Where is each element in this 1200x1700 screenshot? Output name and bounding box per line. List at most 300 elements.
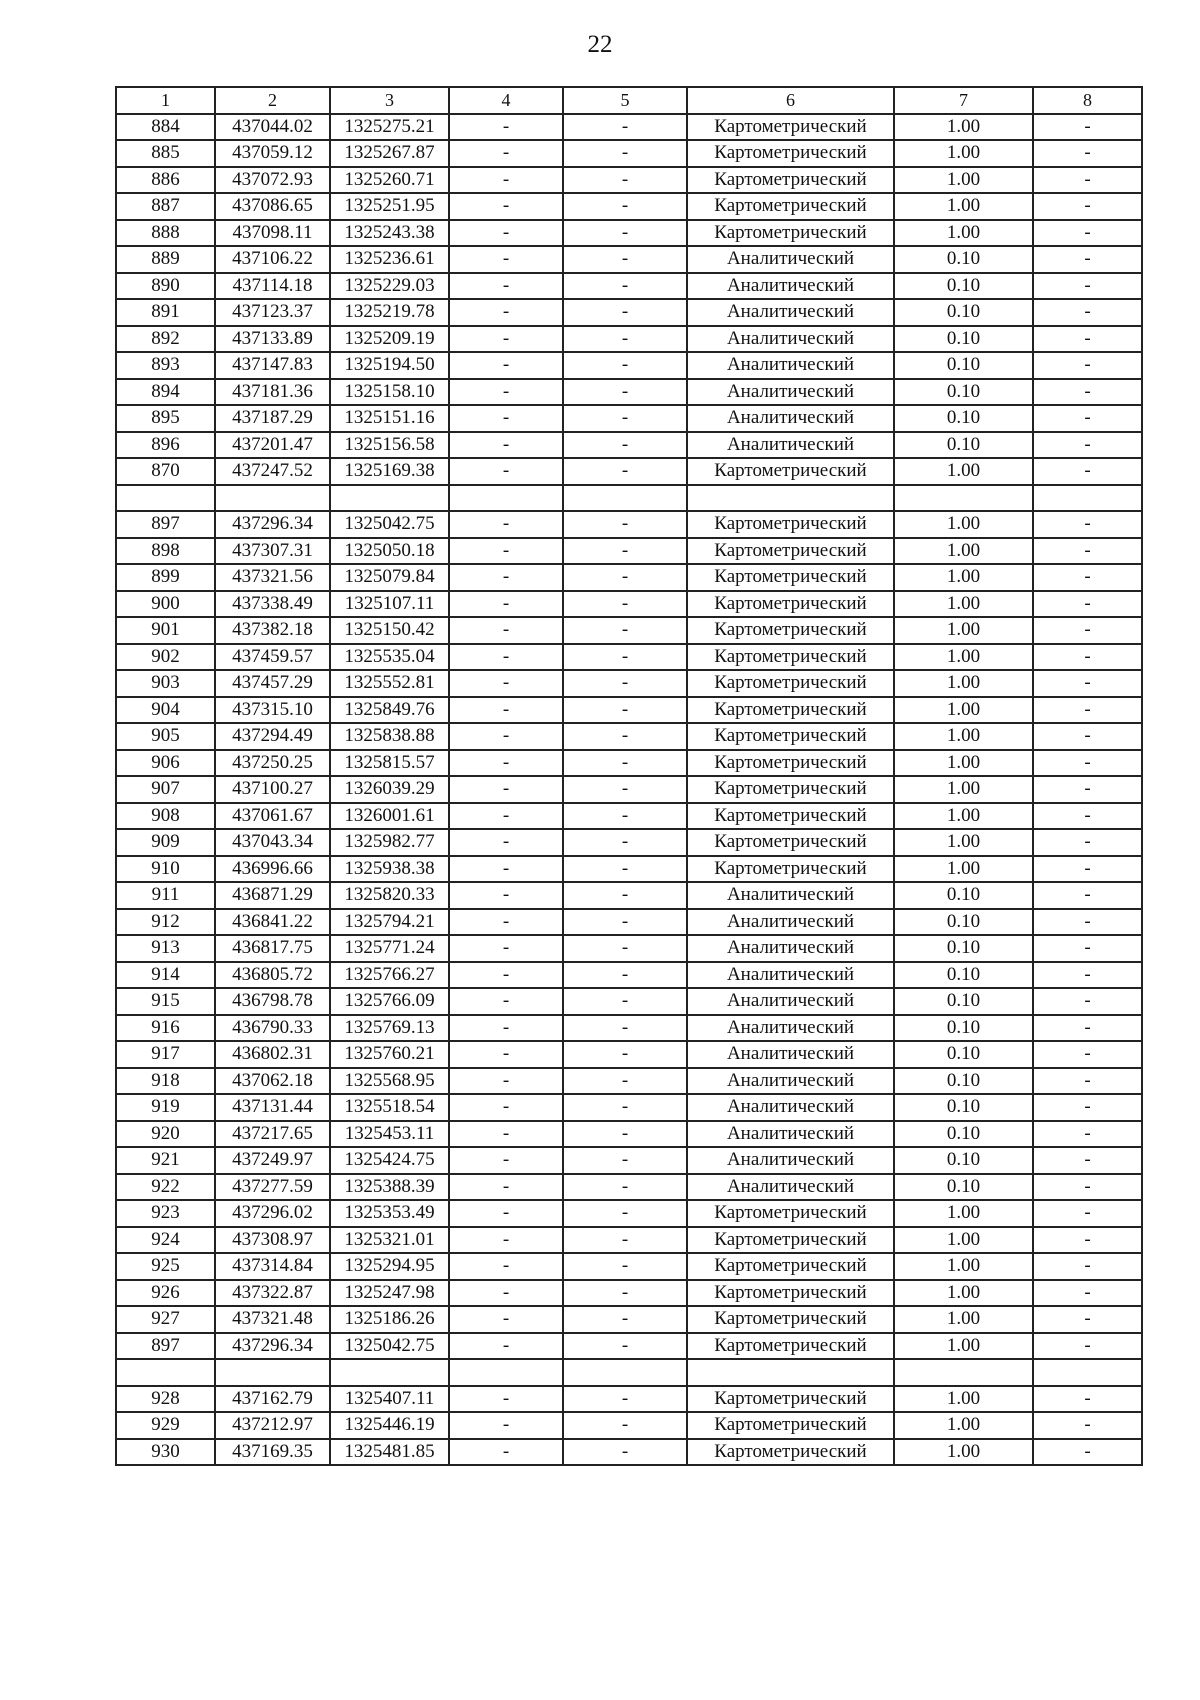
table-cell: 0.10: [894, 299, 1033, 326]
table-cell: [687, 485, 894, 512]
table-cell: Аналитический: [687, 882, 894, 909]
table-cell: 437307.31: [215, 538, 330, 565]
column-header: 2: [215, 87, 330, 114]
table-cell: -: [1033, 220, 1142, 247]
table-cell: [894, 485, 1033, 512]
table-cell: 1325982.77: [330, 829, 449, 856]
table-cell: -: [449, 538, 563, 565]
table-cell: Картометрический: [687, 220, 894, 247]
table-cell: -: [1033, 299, 1142, 326]
table-row: [116, 1094, 1142, 1121]
table-cell: 930: [116, 1439, 215, 1466]
table-row: [116, 1121, 1142, 1148]
table-cell: 1325453.11: [330, 1121, 449, 1148]
column-header: 7: [894, 87, 1033, 114]
table-row: [116, 1015, 1142, 1042]
table-cell: -: [1033, 564, 1142, 591]
table-cell: 437249.97: [215, 1147, 330, 1174]
table-cell: -: [449, 352, 563, 379]
table-cell: Аналитический: [687, 1147, 894, 1174]
table-cell: 436841.22: [215, 909, 330, 936]
table-cell: 0.10: [894, 405, 1033, 432]
table-cell: 437086.65: [215, 193, 330, 220]
table-cell: 1325247.98: [330, 1280, 449, 1307]
table-cell: -: [449, 988, 563, 1015]
table-cell: 1325760.21: [330, 1041, 449, 1068]
table-cell: 1.00: [894, 1439, 1033, 1466]
table-cell: -: [449, 697, 563, 724]
table-cell: 1325388.39: [330, 1174, 449, 1201]
table-row: [116, 1068, 1142, 1095]
table-cell: 1325186.26: [330, 1306, 449, 1333]
table-cell: 0.10: [894, 909, 1033, 936]
table-cell: 894: [116, 379, 215, 406]
table-cell: 1.00: [894, 1333, 1033, 1360]
table-cell: -: [449, 803, 563, 830]
table-cell: 0.10: [894, 1068, 1033, 1095]
table-cell: 437321.56: [215, 564, 330, 591]
table-cell: -: [449, 114, 563, 141]
table-cell: -: [563, 432, 687, 459]
table-cell: 899: [116, 564, 215, 591]
table-cell: Картометрический: [687, 1412, 894, 1439]
table-cell: Аналитический: [687, 273, 894, 300]
table-cell: -: [1033, 856, 1142, 883]
table-cell: -: [1033, 1147, 1142, 1174]
table-row: [116, 352, 1142, 379]
table-cell: 437201.47: [215, 432, 330, 459]
table-cell: -: [563, 246, 687, 273]
table-cell: 1325838.88: [330, 723, 449, 750]
table-cell: 437106.22: [215, 246, 330, 273]
table-cell: -: [449, 909, 563, 936]
table-cell: 0.10: [894, 1015, 1033, 1042]
table-cell: 0.10: [894, 246, 1033, 273]
table-cell: 436802.31: [215, 1041, 330, 1068]
table-cell: 1325481.85: [330, 1439, 449, 1466]
table-cell: 437072.93: [215, 167, 330, 194]
table-cell: Картометрический: [687, 193, 894, 220]
table-cell: -: [1033, 1200, 1142, 1227]
table-row: [116, 511, 1142, 538]
table-cell: 437247.52: [215, 458, 330, 485]
table-row: [116, 882, 1142, 909]
table-cell: [116, 485, 215, 512]
table-cell: -: [449, 1121, 563, 1148]
table-cell: 437061.67: [215, 803, 330, 830]
table-cell: -: [449, 1094, 563, 1121]
table-cell: Аналитический: [687, 432, 894, 459]
table-cell: -: [1033, 1333, 1142, 1360]
table-cell: -: [1033, 935, 1142, 962]
table-cell: 437314.84: [215, 1253, 330, 1280]
table-cell: -: [1033, 909, 1142, 936]
table-cell: -: [449, 1280, 563, 1307]
table-cell: [563, 485, 687, 512]
table-cell: 437296.02: [215, 1200, 330, 1227]
table-cell: 1325251.95: [330, 193, 449, 220]
table-row: [116, 1439, 1142, 1466]
table-cell: 0.10: [894, 1174, 1033, 1201]
table-cell: -: [1033, 1280, 1142, 1307]
table-cell: Картометрический: [687, 1227, 894, 1254]
table-cell: -: [563, 1200, 687, 1227]
table-cell: 1325766.27: [330, 962, 449, 989]
table-cell: -: [563, 1015, 687, 1042]
table-cell: 1325820.33: [330, 882, 449, 909]
table-cell: -: [563, 670, 687, 697]
table-cell: Картометрический: [687, 644, 894, 671]
table-body: [116, 114, 1142, 1466]
table-cell: Картометрический: [687, 697, 894, 724]
table-cell: 437321.48: [215, 1306, 330, 1333]
table-cell: 436817.75: [215, 935, 330, 962]
table-cell: 1325535.04: [330, 644, 449, 671]
table-cell: -: [563, 193, 687, 220]
table-cell: 1.00: [894, 114, 1033, 141]
table-cell: -: [563, 909, 687, 936]
table-row: [116, 697, 1142, 724]
table-cell: 929: [116, 1412, 215, 1439]
table-cell: 1325158.10: [330, 379, 449, 406]
table-cell: -: [563, 988, 687, 1015]
table-cell: 1325236.61: [330, 246, 449, 273]
table-row: [116, 273, 1142, 300]
table-cell: Аналитический: [687, 299, 894, 326]
table-cell: -: [1033, 538, 1142, 565]
table-cell: Аналитический: [687, 326, 894, 353]
table-cell: 0.10: [894, 1041, 1033, 1068]
table-cell: -: [449, 405, 563, 432]
table-cell: 1325771.24: [330, 935, 449, 962]
table-cell: Картометрический: [687, 591, 894, 618]
table-cell: -: [563, 114, 687, 141]
table-cell: Аналитический: [687, 1041, 894, 1068]
table-cell: -: [449, 1306, 563, 1333]
table-cell: -: [449, 326, 563, 353]
table-cell: -: [1033, 988, 1142, 1015]
table-cell: Аналитический: [687, 1015, 894, 1042]
table-cell: 436790.33: [215, 1015, 330, 1042]
table-cell: [330, 1359, 449, 1386]
table-cell: -: [1033, 617, 1142, 644]
table-cell: Картометрический: [687, 114, 894, 141]
table-cell: 437212.97: [215, 1412, 330, 1439]
table-cell: -: [1033, 750, 1142, 777]
table-cell: Картометрический: [687, 458, 894, 485]
table-cell: Картометрический: [687, 776, 894, 803]
table-cell: -: [1033, 352, 1142, 379]
table-cell: -: [563, 326, 687, 353]
table-cell: 903: [116, 670, 215, 697]
column-header: 8: [1033, 87, 1142, 114]
table-cell: -: [563, 591, 687, 618]
table-cell: Картометрический: [687, 856, 894, 883]
table-cell: 1326039.29: [330, 776, 449, 803]
table-cell: -: [563, 935, 687, 962]
table-cell: 1.00: [894, 167, 1033, 194]
table-row: [116, 670, 1142, 697]
table-cell: Картометрический: [687, 140, 894, 167]
table-cell: 1.00: [894, 856, 1033, 883]
table-cell: Картометрический: [687, 803, 894, 830]
table-row: [116, 1227, 1142, 1254]
table-cell: -: [1033, 1121, 1142, 1148]
table-cell: 1.00: [894, 670, 1033, 697]
table-cell: 910: [116, 856, 215, 883]
table-cell: -: [1033, 458, 1142, 485]
table-cell: 889: [116, 246, 215, 273]
table-cell: [894, 1359, 1033, 1386]
table-cell: 1325518.54: [330, 1094, 449, 1121]
table-cell: 437294.49: [215, 723, 330, 750]
table-cell: 896: [116, 432, 215, 459]
table-cell: 911: [116, 882, 215, 909]
table-cell: 916: [116, 1015, 215, 1042]
table-cell: 437043.34: [215, 829, 330, 856]
table-cell: -: [1033, 1068, 1142, 1095]
table-cell: 900: [116, 591, 215, 618]
table-cell: 1325407.11: [330, 1386, 449, 1413]
table-cell: -: [1033, 882, 1142, 909]
table-cell: Картометрический: [687, 167, 894, 194]
table-cell: 1325552.81: [330, 670, 449, 697]
table-row: [116, 1359, 1142, 1386]
table-cell: 1325209.19: [330, 326, 449, 353]
table-row: [116, 909, 1142, 936]
table-cell: -: [563, 220, 687, 247]
table-cell: Картометрический: [687, 617, 894, 644]
table-cell: 893: [116, 352, 215, 379]
table-cell: -: [1033, 167, 1142, 194]
table-cell: -: [1033, 246, 1142, 273]
table-cell: 919: [116, 1094, 215, 1121]
table-cell: 0.10: [894, 988, 1033, 1015]
table-cell: Картометрический: [687, 1200, 894, 1227]
table-cell: Картометрический: [687, 670, 894, 697]
table-cell: 1325079.84: [330, 564, 449, 591]
column-header: 3: [330, 87, 449, 114]
table-cell: 898: [116, 538, 215, 565]
table-cell: 902: [116, 644, 215, 671]
table-cell: Картометрический: [687, 1439, 894, 1466]
table-cell: Аналитический: [687, 988, 894, 1015]
table-row: [116, 988, 1142, 1015]
table-cell: [1033, 485, 1142, 512]
table-cell: -: [563, 723, 687, 750]
table-cell: 437123.37: [215, 299, 330, 326]
table-cell: -: [563, 882, 687, 909]
table-cell: -: [1033, 803, 1142, 830]
table-cell: 918: [116, 1068, 215, 1095]
table-cell: [1033, 1359, 1142, 1386]
table-cell: -: [1033, 962, 1142, 989]
table-cell: Картометрический: [687, 1280, 894, 1307]
table-row: [116, 485, 1142, 512]
table-cell: -: [563, 697, 687, 724]
table-row: [116, 220, 1142, 247]
table-cell: [215, 1359, 330, 1386]
table-row: [116, 140, 1142, 167]
table-cell: 1.00: [894, 644, 1033, 671]
table-cell: 1325294.95: [330, 1253, 449, 1280]
table-cell: 1325424.75: [330, 1147, 449, 1174]
table-cell: 1325267.87: [330, 140, 449, 167]
table-row: [116, 1253, 1142, 1280]
table-cell: 1.00: [894, 750, 1033, 777]
table-cell: -: [1033, 1412, 1142, 1439]
table-cell: 437114.18: [215, 273, 330, 300]
table-cell: 437250.25: [215, 750, 330, 777]
table-cell: Картометрический: [687, 564, 894, 591]
table-cell: 1325275.21: [330, 114, 449, 141]
table-row: [116, 167, 1142, 194]
table-cell: [687, 1359, 894, 1386]
table-row: [116, 1200, 1142, 1227]
table-cell: [215, 485, 330, 512]
table-cell: 1.00: [894, 1412, 1033, 1439]
table-cell: -: [449, 246, 563, 273]
table-row: [116, 432, 1142, 459]
table-row: [116, 1333, 1142, 1360]
table-cell: -: [563, 379, 687, 406]
table-cell: -: [449, 1227, 563, 1254]
table-cell: -: [563, 856, 687, 883]
table-cell: 1325042.75: [330, 1333, 449, 1360]
table-cell: -: [563, 511, 687, 538]
table-cell: -: [1033, 193, 1142, 220]
table-row: [116, 962, 1142, 989]
table-cell: -: [563, 617, 687, 644]
table-cell: 0.10: [894, 1094, 1033, 1121]
table-cell: 870: [116, 458, 215, 485]
table-cell: 1.00: [894, 538, 1033, 565]
table-cell: 1.00: [894, 511, 1033, 538]
table-cell: 924: [116, 1227, 215, 1254]
table-cell: -: [1033, 1015, 1142, 1042]
table-cell: 1325194.50: [330, 352, 449, 379]
table-cell: 1.00: [894, 1280, 1033, 1307]
table-cell: 437296.34: [215, 1333, 330, 1360]
table-row: [116, 1412, 1142, 1439]
table-row: [116, 538, 1142, 565]
table-cell: 921: [116, 1147, 215, 1174]
table-cell: -: [563, 1174, 687, 1201]
table-row: [116, 326, 1142, 353]
table-cell: -: [1033, 379, 1142, 406]
table-cell: -: [449, 511, 563, 538]
table-cell: 437322.87: [215, 1280, 330, 1307]
table-cell: 1325815.57: [330, 750, 449, 777]
table-cell: -: [563, 1412, 687, 1439]
table-cell: -: [563, 1121, 687, 1148]
column-header: 1: [116, 87, 215, 114]
table-cell: 901: [116, 617, 215, 644]
table-cell: 437162.79: [215, 1386, 330, 1413]
table-cell: 0.10: [894, 962, 1033, 989]
table-cell: -: [449, 432, 563, 459]
table-cell: -: [449, 644, 563, 671]
table-cell: 913: [116, 935, 215, 962]
table-cell: 1325321.01: [330, 1227, 449, 1254]
table-cell: -: [449, 1333, 563, 1360]
table-cell: Аналитический: [687, 935, 894, 962]
table-cell: -: [1033, 114, 1142, 141]
table-cell: -: [449, 1412, 563, 1439]
table-cell: 437131.44: [215, 1094, 330, 1121]
table-cell: 437098.11: [215, 220, 330, 247]
table-cell: [449, 485, 563, 512]
table-cell: 437315.10: [215, 697, 330, 724]
table-cell: 890: [116, 273, 215, 300]
table-cell: -: [1033, 723, 1142, 750]
table-cell: -: [563, 1227, 687, 1254]
table-cell: 1325938.38: [330, 856, 449, 883]
table-cell: -: [449, 1015, 563, 1042]
table-cell: 437169.35: [215, 1439, 330, 1466]
table-row: [116, 750, 1142, 777]
table-row: [116, 405, 1142, 432]
table-cell: 1325849.76: [330, 697, 449, 724]
table-cell: -: [449, 220, 563, 247]
table-cell: -: [1033, 829, 1142, 856]
table-cell: [449, 1359, 563, 1386]
table-cell: 895: [116, 405, 215, 432]
table-cell: 1.00: [894, 193, 1033, 220]
table-cell: 1325353.49: [330, 1200, 449, 1227]
table-cell: Аналитический: [687, 1174, 894, 1201]
table-cell: Аналитический: [687, 962, 894, 989]
table-cell: -: [563, 1147, 687, 1174]
table-cell: Аналитический: [687, 379, 894, 406]
table-cell: -: [1033, 776, 1142, 803]
table-cell: -: [1033, 511, 1142, 538]
table-cell: 437181.36: [215, 379, 330, 406]
table-cell: 436798.78: [215, 988, 330, 1015]
table-row: [116, 564, 1142, 591]
table-cell: -: [449, 591, 563, 618]
table-row: [116, 644, 1142, 671]
table-cell: 914: [116, 962, 215, 989]
table-cell: -: [449, 750, 563, 777]
table-row: [116, 379, 1142, 406]
table-cell: -: [1033, 1253, 1142, 1280]
table-cell: -: [449, 1439, 563, 1466]
table-cell: 915: [116, 988, 215, 1015]
table-cell: -: [1033, 405, 1142, 432]
table-cell: 1325219.78: [330, 299, 449, 326]
table-cell: -: [563, 273, 687, 300]
table-cell: 436871.29: [215, 882, 330, 909]
table-cell: 1.00: [894, 1200, 1033, 1227]
table-cell: Картометрический: [687, 1306, 894, 1333]
table-cell: -: [563, 750, 687, 777]
table-cell: Картометрический: [687, 1386, 894, 1413]
table-row: [116, 1306, 1142, 1333]
table-cell: Картометрический: [687, 750, 894, 777]
table-row: [116, 723, 1142, 750]
table-cell: -: [1033, 1227, 1142, 1254]
table-cell: -: [449, 1147, 563, 1174]
table-cell: -: [563, 1439, 687, 1466]
table-row: [116, 246, 1142, 273]
column-header: 4: [449, 87, 563, 114]
table-cell: 1325042.75: [330, 511, 449, 538]
table-cell: 912: [116, 909, 215, 936]
table-cell: -: [563, 458, 687, 485]
table-cell: 887: [116, 193, 215, 220]
table-row: [116, 617, 1142, 644]
